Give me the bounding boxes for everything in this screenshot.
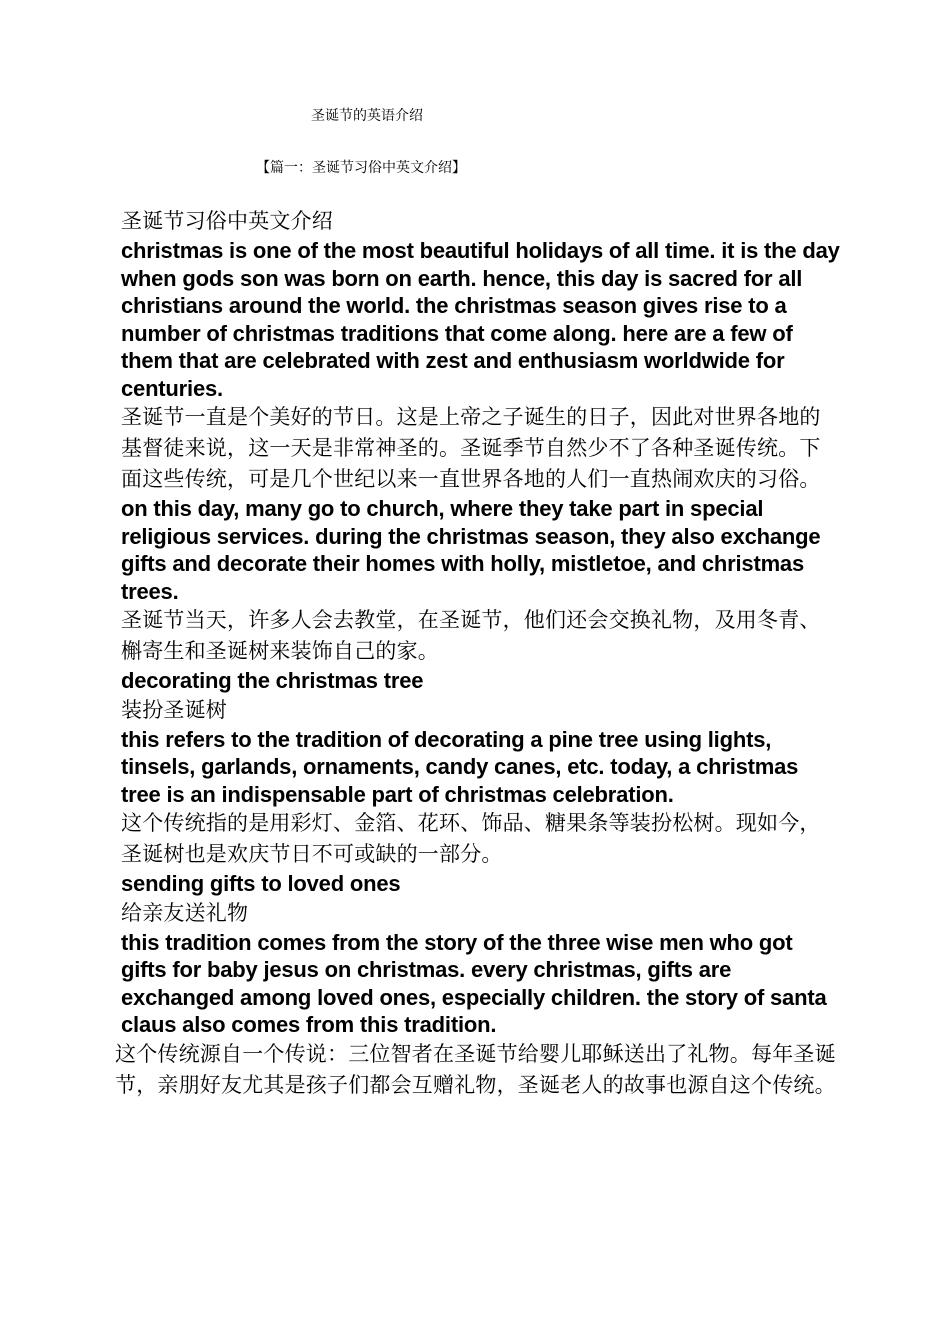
subheading-en-tree: decorating the christmas tree	[121, 668, 424, 693]
paragraph-zh-church: 圣诞节当天，许多人会去教堂，在圣诞节，他们还会交换礼物，及用冬青、槲寄生和圣诞树来装饰自己的家。	[121, 608, 821, 663]
paragraph-en-intro: christmas is one of the most beautiful holidays of all time. it is the day when gods son was born on earth. hence, this day is sacred for all christians around the world. the christmas season gives rise to a number of christmas traditions that come along. here are a few of them that are celebrated with zest and enthusiasm worldwide for centuries.	[121, 238, 840, 401]
section-title: 【篇一：圣诞节习俗中英文介绍】	[256, 160, 466, 176]
paragraph-zh-intro: 圣诞节一直是个美好的节日。这是上帝之子诞生的日子，因此对世界各地的基督徒来说，这一天是非常神圣的。圣诞季节自然少不了各种圣诞传统。下面这些传统，可是几个世纪以来一直世界各地的人们一直热闹欢庆的习俗。	[121, 405, 821, 491]
subheading-zh-tree: 装扮圣诞树	[121, 697, 227, 722]
document-body	[115, 206, 840, 1101]
document-title: 圣诞节的英语介绍	[311, 108, 423, 124]
paragraph-en-church: on this day, many go to church, where they take part in special religious services. during the christmas season, they also exchange gifts and decorate their homes with holly, mistletoe, and christmas trees.	[121, 496, 821, 604]
paragraph-en-gifts: this tradition comes from the story of the three wise men who got gifts for baby jesus on christmas. every christmas, gifts are exchanged among loved ones, especially children. the story of santa claus also comes from this tradition.	[121, 929, 827, 1037]
paragraph-zh-gifts: 这个传统源自一个传说：三位智者在圣诞节给婴儿耶稣送出了礼物。每年圣诞节，亲朋好友尤其是孩子们都会互赠礼物，圣诞老人的故事也源自这个传统。	[115, 1041, 836, 1097]
subheading-zh-gifts: 给亲友送礼物	[121, 900, 249, 925]
subheading-en-gifts: sending gifts to loved ones	[121, 871, 401, 896]
paragraph-zh-tree: 这个传统指的是用彩灯、金箔、花环、饰品、糖果条等装扮松树。现如今，圣诞树也是欢庆节日不可或缺的一部分。	[121, 811, 821, 866]
paragraph-en-tree: this refers to the tradition of decorating a pine tree using lights, tinsels, garlands, ornaments, candy canes, etc. today, a christmas tree is an indispensable part of christmas celebration.	[121, 726, 799, 807]
paragraph-zh-heading: 圣诞节习俗中英文介绍	[121, 209, 333, 233]
